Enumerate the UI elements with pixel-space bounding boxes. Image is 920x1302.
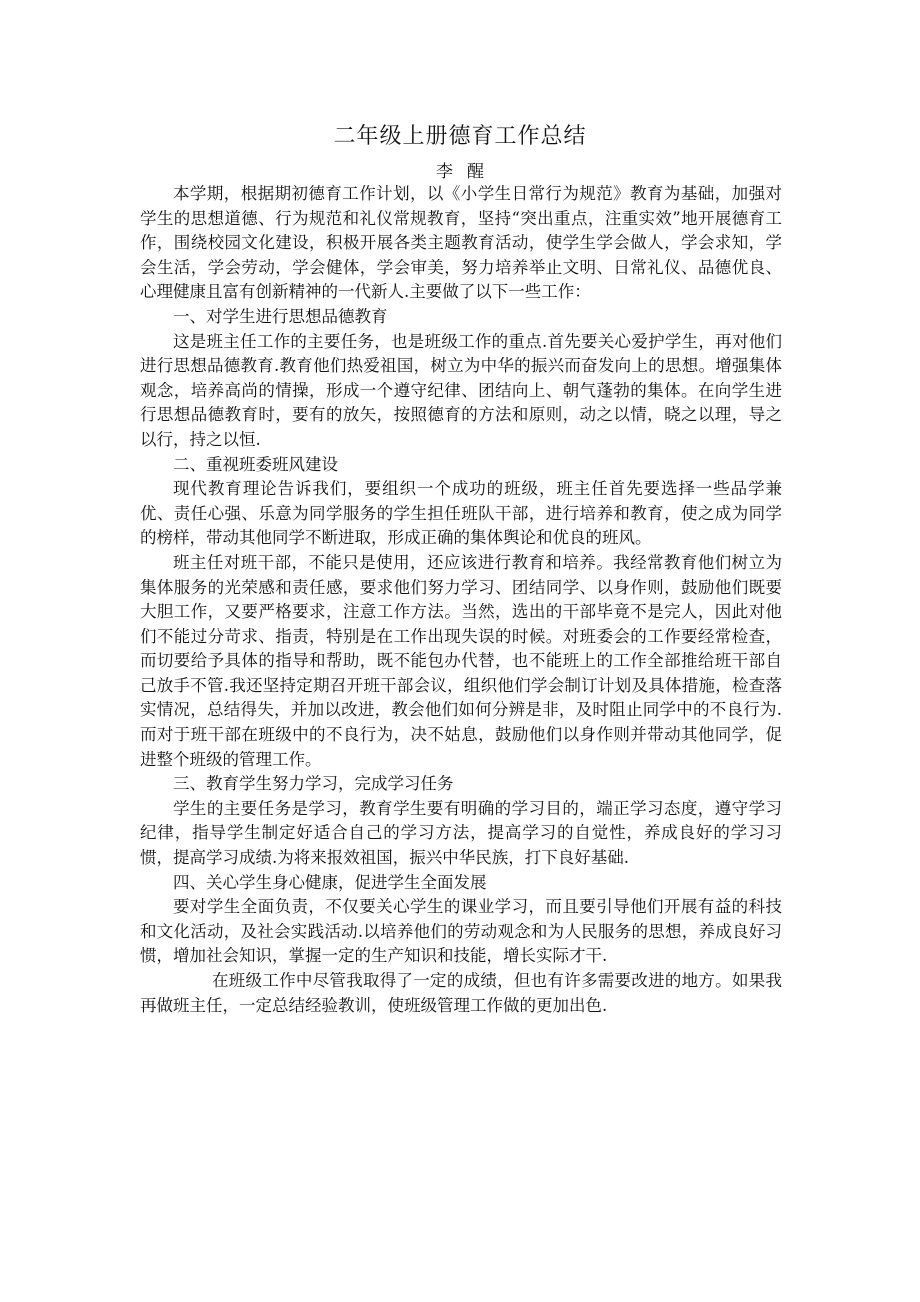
- section-1-paragraph: 这是班主任工作的主要任务，也是班级工作的重点.首先要关心爱护学生，再对他们进行思想品德教育.教育他们热爱祖国，树立为中华的振兴而奋发向上的思想。增强集体观念，培养高尚的情操，形成一个遵守纪律、团结向上、朝气蓬勃的集体。在向学生进行思想品德教育时，要有的放矢，按照德育的方法和原则，动之以情，晓之以理，导之以行，持之以恒.: [140, 331, 782, 449]
- section-heading-3: 三、教育学生努力学习，完成学习任务: [173, 774, 454, 794]
- document-title: 二年级上册德育工作总结: [333, 124, 587, 149]
- section-2-paragraph-2: 班主任对班干部，不能只是使用，还应该进行教育和培养。我经常教育他们树立为集体服务的光荣感和责任感，要求他们努力学习、团结同学、以身作则，鼓励他们既要大胆工作，又要严格要求，注意工作方法。当然，选出的干部毕竟不是完人，因此对他们不能过分苛求、指责，特别是在工作出现失误的时候。对班委会的工作要经常检查，而切要给予具体的指导和帮助，既不能包办代替，也不能班上的工作全部推给班干部自己放手不管.我还坚持定期召开班干部会议，组织他们学会制订计划及具体措施，检查落实情况，总结得失，并加以改进，教会他们如何分辨是非，及时阻止同学中的不良行为.而对于班干部在班级中的不良行为，决不姑息，鼓励他们以身作则并带动其他同学，促进整个班级的管理工作。: [140, 552, 782, 769]
- section-heading-2: 二、重视班委班风建设: [173, 454, 338, 474]
- section-2-paragraph-1: 现代教育理论告诉我们，要组织一个成功的班级，班主任首先要选择一些品学兼优、责任心强、乐意为同学服务的学生担任班队干部，进行培养和教育，使之成为同学的榜样，带动其他同学不断进取，形成正确的集体舆论和优良的班风。: [140, 479, 782, 548]
- section-3-paragraph: 学生的主要任务是学习，教育学生要有明确的学习目的，端正学习态度，遵守学习纪律，指导学生制定好适合自己的学习方法，提高学习的自觉性，养成良好的学习习惯，提高学习成绩.为将来报效祖国，振兴中华民族，打下良好基础.: [140, 798, 782, 868]
- section-heading-4: 四、关心学生身心健康，促进学生全面发展: [173, 872, 487, 892]
- section-4-paragraph: 要对学生全面负责，不仅要关心学生的课业学习，而且要引导他们开展有益的科技和文化活动，及社会实践活动.以培养他们的劳动观念和为人民服务的思想，养成良好习惯，增加社会知识，掌握一定的生产知识和技能，增长实际才干.: [140, 897, 782, 966]
- author-name: 李醒: [436, 162, 498, 182]
- closing-paragraph: 在班级工作中尽管我取得了一定的成绩，但也有许多需要改进的地方。如果我再做班主任，一定总结经验教训，使班级管理工作做的更加出色.: [140, 971, 782, 1015]
- section-heading-1: 一、对学生进行思想品德教育: [173, 306, 388, 326]
- document-body: [140, 182, 782, 1018]
- intro-paragraph: 本学期，根据期初德育工作计划，以《小学生日常行为规范》教育为基础，加强对学生的思想道德、行为规范和礼仪常规教育，坚持“突出重点，注重实效”地开展德育工作，围绕校园文化建设，积极开展各类主题教育活动，使学生学会做人，学会求知，学会生活，学会劳动，学会健体，学会审美，努力培养举止文明、日常礼仪、品德优良、心理健康且富有创新精神的一代新人.主要做了以下一些工作：: [140, 184, 782, 302]
